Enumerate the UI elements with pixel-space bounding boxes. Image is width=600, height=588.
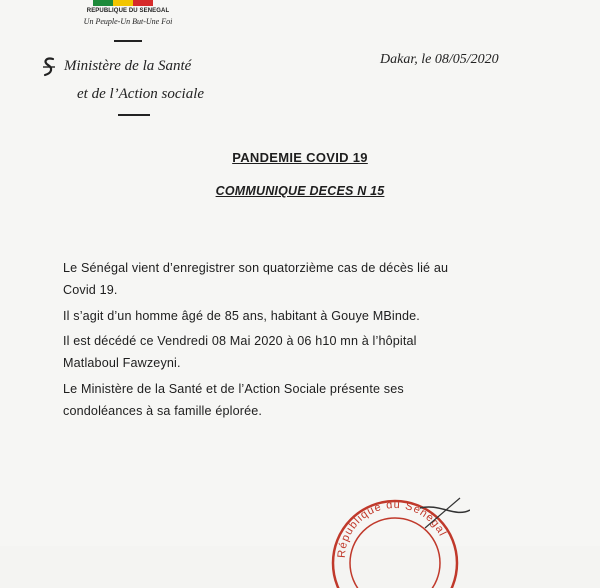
- body-line-2: Covid 19.: [63, 283, 118, 297]
- document-subtitle: COMMUNIQUE DECES N 15: [215, 184, 385, 198]
- flag-red-band: [133, 0, 153, 6]
- document-title: PANDEMIE COVID 19: [232, 150, 368, 165]
- flag-green-band: [93, 0, 113, 6]
- body-line-1: Le Sénégal vient d’enregistrer son quatorzième cas de décès lié au: [63, 261, 449, 275]
- senegal-flag-icon: [93, 0, 153, 6]
- seal-text: République du Sénégal: [335, 498, 449, 559]
- ministry-name-line1: Ministère de la Santé: [64, 58, 192, 74]
- body-line-7: condoléances à sa famille éplorée.: [63, 404, 263, 418]
- body-line-5: Matlaboul Fawzeyni.: [63, 356, 181, 370]
- ministry-logo-icon: [40, 56, 58, 78]
- header-rule-top: [114, 40, 142, 42]
- body-line-3: Il s’agit d’un homme âgé de 85 ans, habitant à Gouye MBinde.: [63, 309, 420, 323]
- body-line-4: Il est décédé ce Vendredi 08 Mai 2020 à 06 h10 mn à l’hôpital: [63, 334, 417, 348]
- official-seal-icon: [320, 488, 470, 588]
- document-date: Dakar, le 08/05/2020: [380, 52, 499, 67]
- header-rule-bottom: [118, 114, 150, 116]
- flag-yellow-band: [113, 0, 133, 6]
- ministry-name-line2: et de l’Action sociale: [77, 86, 205, 102]
- republic-label: REPUBLIQUE DU SENEGAL: [86, 8, 170, 14]
- national-motto: Un Peuple-Un But-Une Foi: [83, 17, 173, 26]
- body-line-6: Le Ministère de la Santé et de l’Action Sociale présente ses: [63, 382, 404, 396]
